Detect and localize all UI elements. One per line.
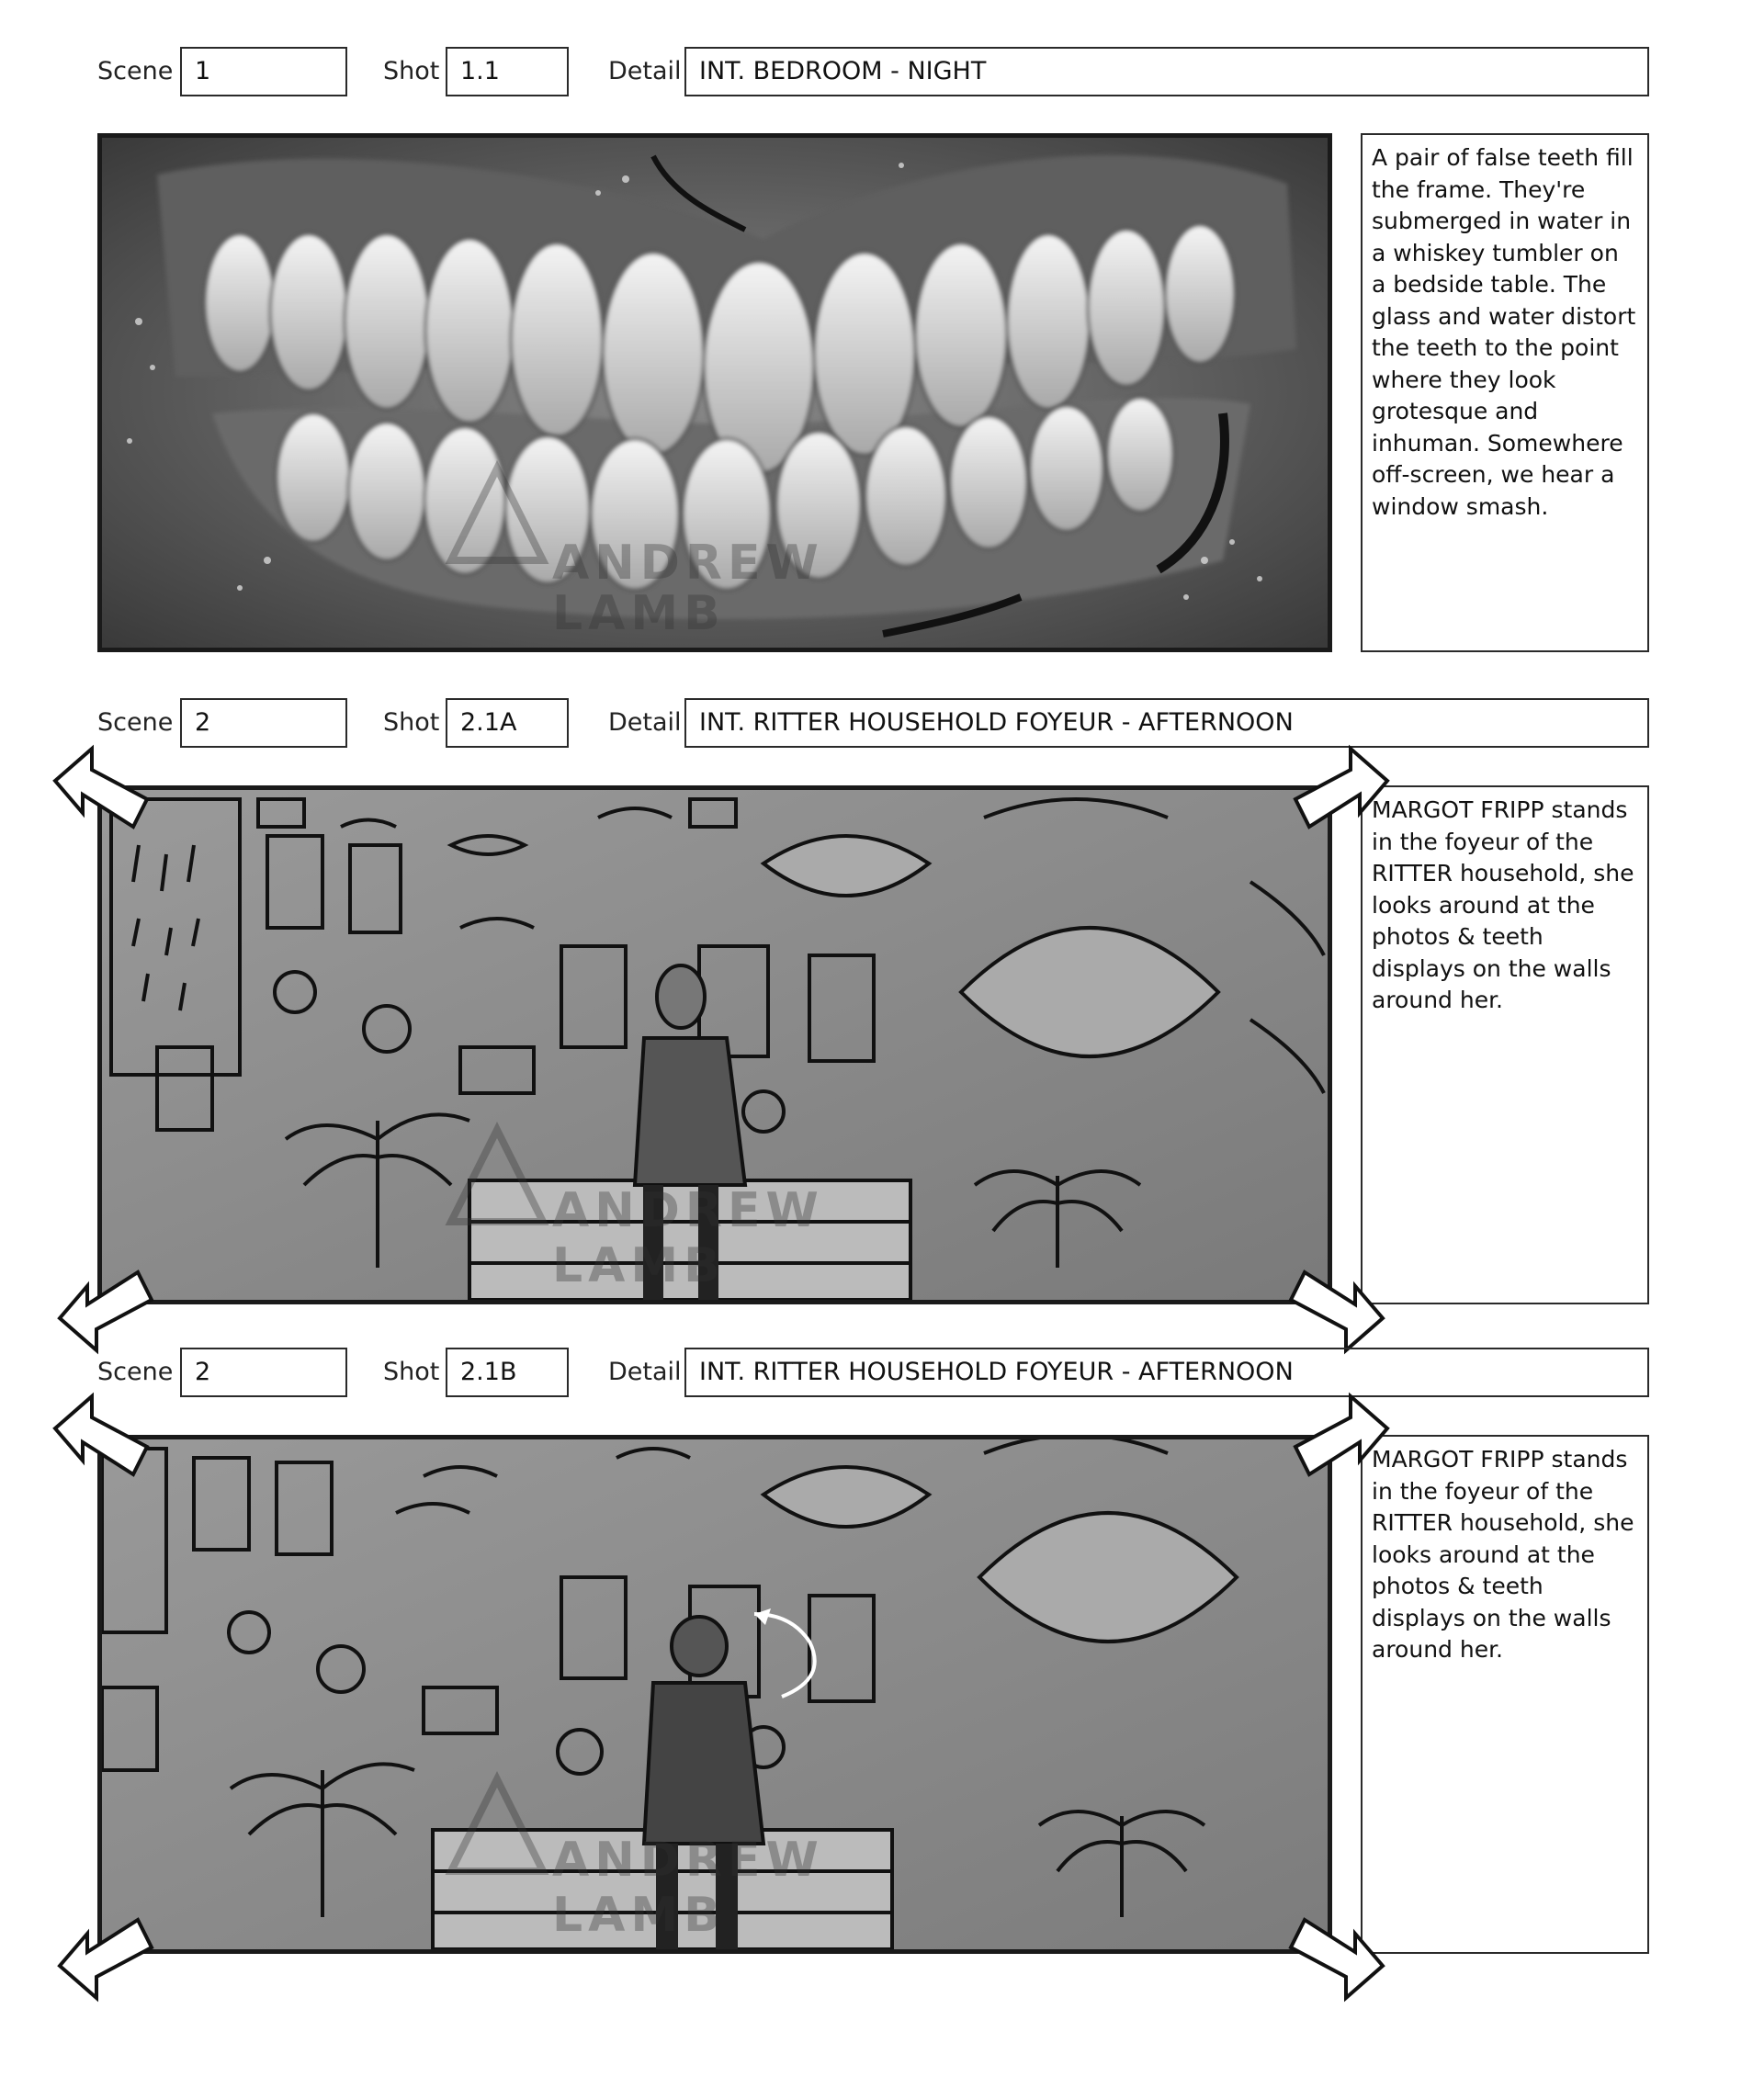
camera-move-arrow-icon: [1286, 1392, 1396, 1502]
watermark-line2: LAMB: [552, 1238, 726, 1293]
panel-3-frame: [97, 1435, 1332, 1954]
shot-label: Shot: [383, 708, 440, 737]
watermark-line1: ANDREW: [552, 1183, 824, 1238]
detail-field[interactable]: INT. RITTER HOUSEHOLD FOYEUR - AFTERNOON: [684, 1348, 1649, 1397]
watermark-line2: LAMB: [552, 1888, 726, 1943]
camera-move-arrow-icon: [1282, 1245, 1392, 1355]
scene-number-field[interactable]: 2: [180, 698, 347, 748]
watermark-line2: LAMB: [552, 586, 726, 641]
panel-3-description[interactable]: MARGOT FRIPP stands in the foyeur of the RITTER household, she looks around at the photos & teeth displays on the walls around her.: [1361, 1435, 1649, 1954]
panel-2-description[interactable]: MARGOT FRIPP stands in the foyeur of the RITTER household, she looks around at the photos & teeth displays on the walls around her.: [1361, 785, 1649, 1304]
scene-label: Scene: [97, 57, 174, 85]
scene-label: Scene: [97, 708, 174, 737]
camera-move-arrow-icon: [46, 744, 156, 854]
panel-1-description[interactable]: A pair of false teeth fill the frame. They're submerged in water in a whiskey tumbler on a bedside table. The glass and water distort the teeth to the point where they look grotesque and inhuman. Somewhere off-screen, we hear a window smash.: [1361, 133, 1649, 652]
panel-2-frame: [97, 785, 1332, 1304]
panel-1-header: [0, 47, 1764, 96]
panel-2-header: [0, 698, 1764, 748]
shot-number-field[interactable]: 2.1B: [446, 1348, 569, 1397]
watermark-line1: ANDREW: [552, 1833, 824, 1888]
panel-1-frame: [97, 133, 1332, 652]
camera-move-arrow-icon: [51, 1245, 161, 1355]
shot-number-field[interactable]: 2.1A: [446, 698, 569, 748]
detail-label: Detail: [608, 708, 682, 737]
detail-label: Detail: [608, 57, 682, 85]
shot-label: Shot: [383, 57, 440, 85]
false-teeth-illustration: [102, 138, 1328, 648]
panel-3-header: [0, 1348, 1764, 1397]
foyer-front-illustration: [102, 790, 1328, 1300]
camera-move-arrow-icon: [46, 1392, 156, 1502]
shot-number-field[interactable]: 1.1: [446, 47, 569, 96]
scene-label: Scene: [97, 1358, 174, 1386]
scene-number-field[interactable]: 2: [180, 1348, 347, 1397]
scene-number-field[interactable]: 1: [180, 47, 347, 96]
camera-move-arrow-icon: [1282, 1892, 1392, 2003]
camera-move-arrow-icon: [1286, 744, 1396, 854]
shot-label: Shot: [383, 1358, 440, 1386]
watermark-line1: ANDREW: [552, 536, 824, 591]
foyer-back-illustration: [102, 1439, 1328, 1949]
detail-field[interactable]: INT. RITTER HOUSEHOLD FOYEUR - AFTERNOON: [684, 698, 1649, 748]
detail-field[interactable]: INT. BEDROOM - NIGHT: [684, 47, 1649, 96]
camera-move-arrow-icon: [51, 1892, 161, 2003]
detail-label: Detail: [608, 1358, 682, 1386]
